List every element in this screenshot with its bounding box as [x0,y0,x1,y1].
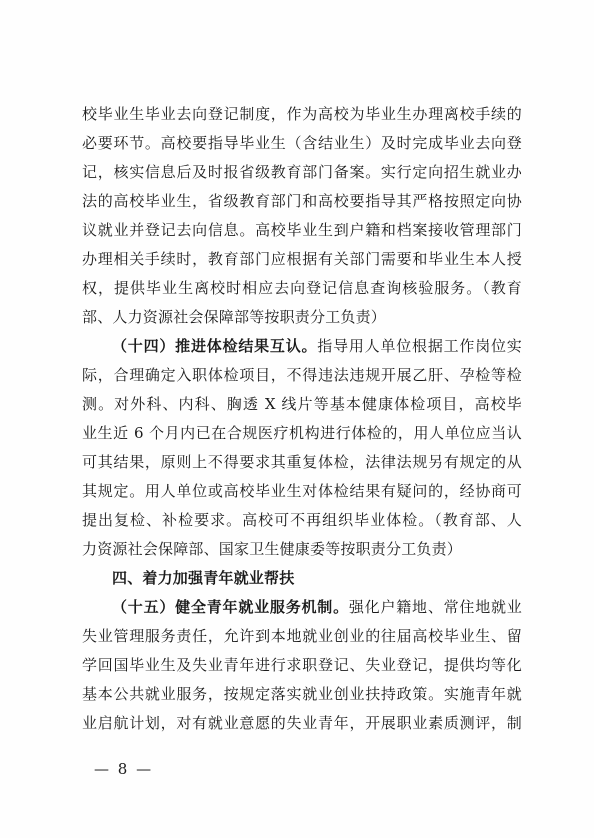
text-line: 权，提供毕业生离校时相应去向登记信息查询核验服务。（教育 [82,279,522,297]
text-line: 校毕业生毕业去向登记制度，作为高校为毕业生办理离校手续的 [82,105,522,123]
text-line: 失业管理服务责任，允许到本地就业创业的往届高校毕业生、留 [82,627,522,645]
text-line: 提出复检、补检要求。高校可不再组织毕业体检。（教育部、人 [82,511,522,529]
text-line: 必要环节。高校要指导毕业生（含结业生）及时完成毕业去向登 [82,134,522,152]
section-heading: 四、着力加强青年就业帮扶 [112,569,295,587]
text-line: 学回国毕业生及失业青年进行求职登记、失业登记，提供均等化 [82,656,522,674]
text-line: 记，核实信息后及时报省级教育部门备案。实行定向招生就业办 [82,163,522,181]
text-line: 际，合理确定入职体检项目，不得违法违规开展乙肝、孕检等检 [82,366,522,384]
text-line: 业启航计划，对有就业意愿的失业青年，开展职业素质测评，制 [82,714,522,732]
text-line: 可其结果，原则上不得要求其重复体检，法律法规另有规定的从 [82,453,522,471]
text-line: 法的高校毕业生，省级教育部门和高校要指导其严格按照定向协 [82,192,522,210]
text-line: 其规定。用人单位或高校毕业生对体检结果有疑问的，经协商可 [82,482,522,500]
text-line: 议就业并登记去向信息。高校毕业生到户籍和档案接收管理部门 [82,221,522,239]
section-14-text: 指导用人单位根据工作岗位实 [317,337,522,355]
section-14-first-line [82,332,522,361]
text-line: 办理相关手续时，教育部门应根据有关部门需要和毕业生本人授 [82,250,522,268]
section-15-first-line [82,593,522,622]
text-line: 业生近 6 个月内已在合规医疗机构进行体检的，用人单位应当认 [82,424,522,442]
section-15-title: （十五）健全青年就业服务机制。 [112,598,349,616]
text-line: 力资源社会保障部、国家卫生健康委等按职责分工负责） [82,540,463,558]
text-line: 部、人力资源社会保障部等按职责分工负责） [82,308,387,326]
text-line: 测。对外科、内科、胸透 X 线片等基本健康体检项目，高校毕 [82,395,522,413]
section-14-title: （十四）推进体检结果互认。 [112,337,318,355]
page-number: — 8 — [94,760,154,778]
text-line: 基本公共就业服务，按规定落实就业创业扶持政策。实施青年就 [82,685,522,703]
body-text [82,100,522,738]
section-15-text: 强化户籍地、常住地就业 [348,598,522,616]
